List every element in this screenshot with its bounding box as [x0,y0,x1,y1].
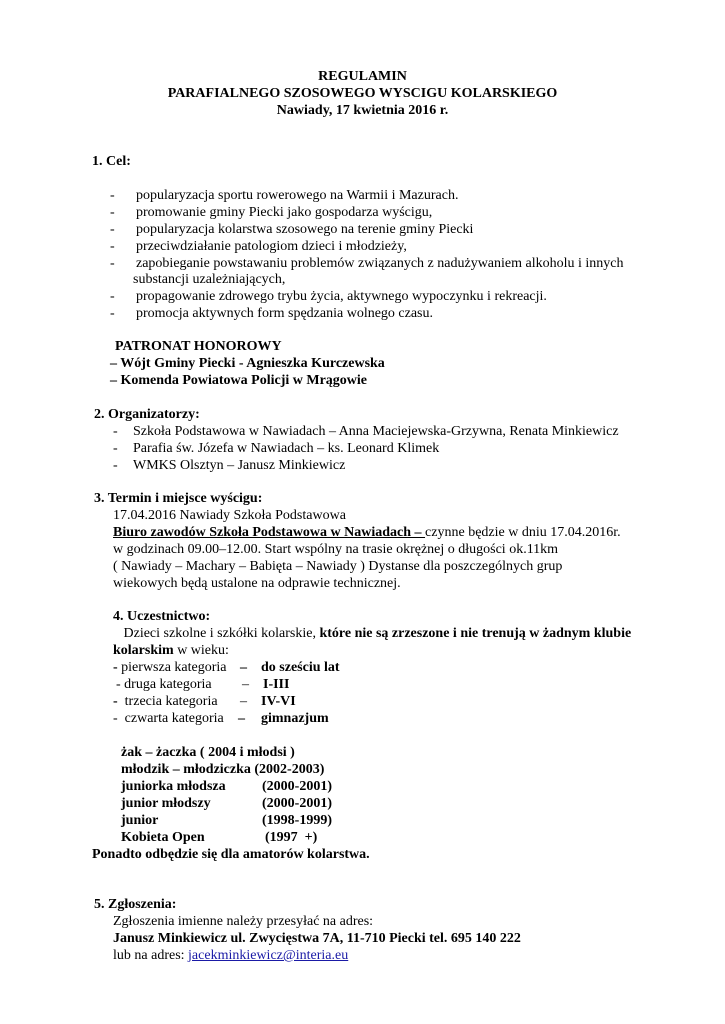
document-subtitle: PARAFIALNEGO SZOSOWEGO WYSCIGU KOLARSKIEGO [167,86,558,101]
category-row: - trzecia kategoria [113,694,218,709]
list-item: - popularyzacja kolarstwa szosowego na terenie gminy Piecki [110,222,474,237]
section-organizatorzy-heading: 2. Organizatorzy: [94,407,200,422]
age-group-name: młodzik – młodziczka (2002-2003) [121,762,325,777]
age-group-years: (1997 +) [265,830,318,845]
list-item: - przeciwdziałanie patologiom dzieci i młodzieży, [110,239,407,254]
termin-date-line: 17.04.2016 Nawiady Szkoła Podstawowa [113,508,346,523]
zgloszenia-alt-address: lub na adres: jacekminkiewicz@interia.eu [113,948,349,963]
termin-distance-line: wiekowych będą ustalone na odprawie technicznej. [113,576,401,591]
category-value: IV-VI [261,694,296,709]
age-group-name: żak – żaczka ( 2004 i młodsi ) [121,745,295,760]
list-item: - zapobieganie powstawaniu problemów związanych z nadużywaniem alkoholu i innych [110,256,624,271]
category-value: I-III [263,677,290,692]
termin-biuro-line: Biuro zawodów Szkoła Podstawowa w Nawiadach – czynne będzie w dniu 17.04.2016r. [113,525,621,540]
list-item: - WMKS Olsztyn – Janusz Minkiewicz [113,458,346,473]
patronat-line: – Wójt Gminy Piecki - Agnieszka Kurczewska [110,356,385,371]
document-title: REGULAMIN [318,69,407,84]
termin-route-line: ( Nawiady – Machary – Babięta – Nawiady ) Dystanse dla poszczególnych grup [113,559,563,574]
list-item-continuation: substancji uzależniających, [133,272,286,287]
category-separator: – [238,711,245,726]
age-group-name: junior [121,813,159,828]
age-group-years: (2000-2001) [262,779,332,794]
section-cel-heading: 1. Cel: [92,154,131,169]
list-item: - propagowanie zdrowego trybu życia, aktywnego wypoczynku i rekreacji. [110,289,547,304]
list-item: - promowanie gminy Piecki jako gospodarza wyścigu, [110,205,433,220]
category-separator: – [242,677,249,692]
age-group-name: junior młodszy [121,796,211,811]
patronat-heading: PATRONAT HONOROWY [115,339,282,354]
uczestnictwo-intro: Dzieci szkolne i szkółki kolarskie, które nie są zrzeszone i nie trenują w żadnym klubie [113,626,632,641]
uczestnictwo-intro-continued: kolarskim w wieku: [113,643,229,658]
termin-hours-line: w godzinach 09.00–12.00. Start wspólny na trasie okrężnej o długości ok.11km [113,542,559,557]
age-group-years: (2000-2001) [262,796,332,811]
list-item: - promocja aktywnych form spędzania wolnego czasu. [110,306,434,321]
age-group-years: (1998-1999) [262,813,332,828]
category-separator: – [240,660,247,675]
section-zgloszenia-heading: 5. Zgłoszenia: [94,897,177,912]
amateurs-note: Ponadto odbędzie się dla amatorów kolarstwa. [92,847,370,862]
category-value: gimnazjum [261,711,329,726]
category-row: - druga kategoria [116,677,212,692]
list-item: - popularyzacja sportu rowerowego na Warmii i Mazurach. [110,188,459,203]
age-group-name: juniorka młodsza [121,779,226,794]
zgloszenia-address: Janusz Minkiewicz ul. Zwycięstwa 7A, 11-710 Piecki tel. 695 140 222 [113,931,521,946]
zgloszenia-instruction: Zgłoszenia imienne należy przesyłać na adres: [113,914,374,929]
age-group-name: Kobieta Open [121,830,205,845]
section-uczestnictwo-heading: 4. Uczestnictwo: [113,609,211,624]
section-termin-heading: 3. Termin i miejsce wyścigu: [94,491,263,506]
category-row: - pierwsza kategoria [113,660,227,675]
category-row: - czwarta kategoria [113,711,224,726]
document-date: Nawiady, 17 kwietnia 2016 r. [276,103,449,118]
list-item: - Szkoła Podstawowa w Nawiadach – Anna Maciejewska-Grzywna, Renata Minkiewicz [113,424,619,439]
category-value: do sześciu lat [261,660,340,675]
list-item: - Parafia św. Józefa w Nawiadach – ks. Leonard Klimek [113,441,440,456]
category-separator: – [240,694,247,709]
email-link[interactable]: jacekminkiewicz@interia.eu [188,948,349,963]
patronat-line: – Komenda Powiatowa Policji w Mrągowie [110,373,368,388]
